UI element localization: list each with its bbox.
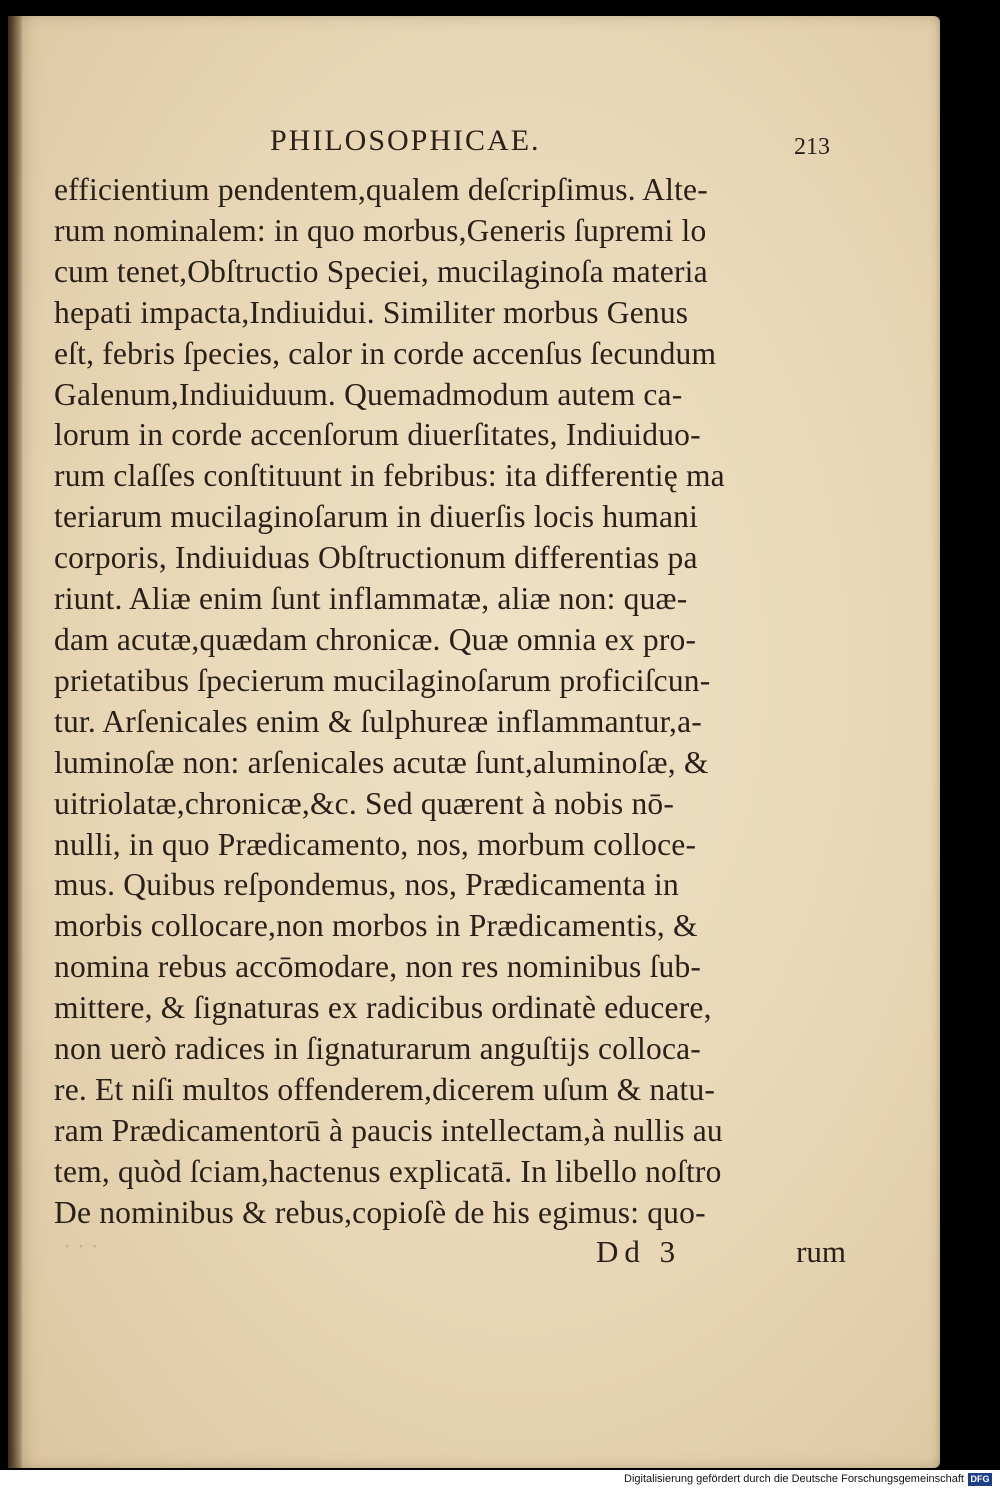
- body-text: [54, 170, 854, 1234]
- text-line: tur. Arſenicales enim & ſulphureæ inflammantur,a-: [54, 703, 702, 739]
- catchword: rum: [796, 1234, 846, 1269]
- digitization-credit: Digitalisierung gefördert durch die Deutsche Forschungsgemeinschaft: [624, 1473, 964, 1485]
- text-line: ram Prædicamentorū à paucis intellectam,à nullis au: [54, 1112, 723, 1148]
- text-line: non uerò radices in ſignaturarum anguſtijs colloca-: [54, 1031, 701, 1067]
- text-line: eſt, febris ſpecies, calor in corde accenſus ſecundum: [54, 335, 717, 371]
- text-line: uitriolatæ,chronicæ,&c. Sed quærent à nobis nō-: [54, 785, 675, 821]
- text-line: rum nominalem: in quo morbus,Generis ſupremi lo: [54, 212, 707, 248]
- text-line: re. Et niſi multos offenderem,dicerem uſum & natu-: [54, 1071, 716, 1107]
- signature-mark: Dd 3: [596, 1234, 682, 1269]
- text-line: lorum in corde accenſorum diuerſitates, Indiuiduo-: [54, 417, 701, 453]
- text-line: cum tenet,Obſtructio Speciei, mucilaginoſa materia: [54, 253, 708, 289]
- faint-ink-mark: · · ·: [64, 1236, 99, 1258]
- text-line: riunt. Aliæ enim ſunt inflammatæ, aliæ non: quæ-: [54, 581, 688, 617]
- text-line: Galenum,Indiuiduum. Quemadmodum autem ca-: [54, 376, 683, 412]
- text-line: hepati impacta,Indiuidui. Similiter morbus Genus: [54, 294, 689, 330]
- text-line: mus. Quibus reſpondemus, nos, Prædicamenta in: [54, 867, 679, 903]
- dfg-logo-icon: DFG: [968, 1473, 992, 1486]
- page-number: 213: [794, 134, 830, 160]
- text-line: efficientium pendentem,qualem deſcripſimus. Alte-: [54, 172, 708, 207]
- text-line: nomina rebus accōmodare, non res nominibus ſub-: [54, 949, 702, 985]
- text-line: luminoſæ non: arſenicales acutæ ſunt,aluminoſæ, &: [54, 744, 709, 780]
- page-spine-shadow: [8, 16, 22, 1468]
- text-line: prietatibus ſpecierum mucilaginoſarum proficiſcun-: [54, 662, 711, 698]
- text-line: rum claſſes conſtituunt in febribus: ita differentię ma: [54, 458, 725, 494]
- text-line: De nominibus & rebus,copioſè de his egimus: quo-: [54, 1194, 706, 1230]
- text-line: dam acutæ,quædam chronicæ. Quæ omnia ex pro-: [54, 621, 697, 657]
- text-line: teriarum mucilaginoſarum in diuerſis locis humani: [54, 499, 699, 535]
- book-page: [8, 16, 940, 1468]
- text-line: mittere, & ſignaturas ex radicibus ordinatè educere,: [54, 990, 712, 1026]
- footer-bar: [0, 1470, 1000, 1490]
- text-line: morbis collocare,non morbos in Prædicamentis, &: [54, 908, 698, 944]
- signature-line: [54, 1230, 854, 1274]
- running-head: PHILOSOPHICAE.: [270, 124, 541, 157]
- text-line: tem, quòd ſciam,hactenus explicatā. In libello noſtro: [54, 1153, 722, 1189]
- text-line: corporis, Indiuiduas Obſtructionum differentias pa: [54, 540, 698, 576]
- text-line: nulli, in quo Prædicamento, nos, morbum colloce-: [54, 826, 697, 862]
